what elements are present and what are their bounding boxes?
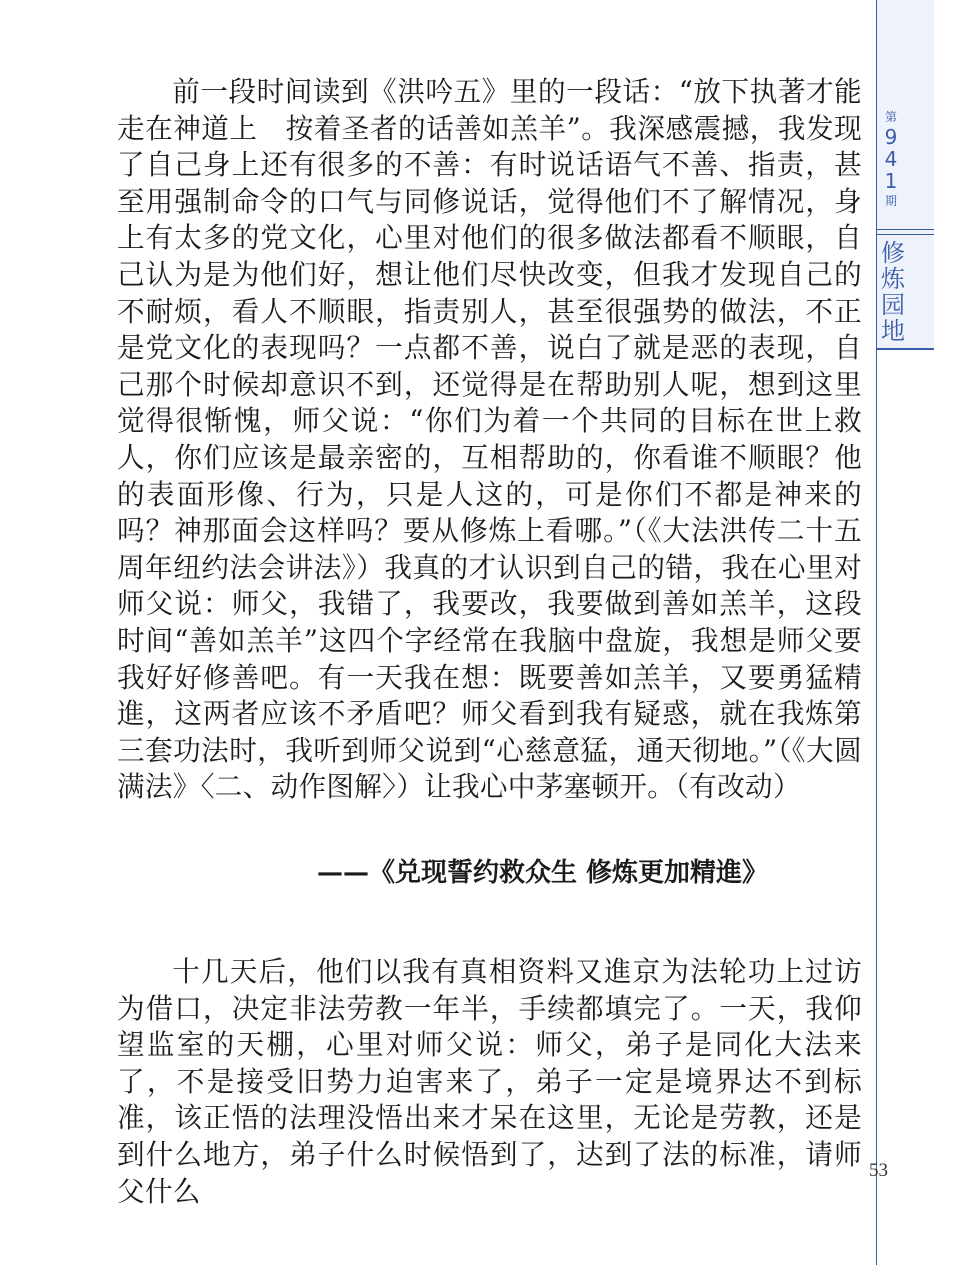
article-paragraph: 前一段时间读到《洪吟五》里的一段话：“放下执著才能走在神道上 按着圣者的话善如羔羊”。我深感震撼，我发现了自己身上还有很多的不善：有时说话语气不善、指责，甚至用强制命令的口气与同修说话，觉得他们不了解情况，身上有太多的党文化，心里对他们的很多做法都看不顺眼，自己认为是为他们好，想让他们尽快改变，但我才发现自己的不耐烦，看人不顺眼，指责别人，甚至很强势的做法，不正是党文化的表现吗？一点都不善，说白了就是恶的表现，自己那个时候却意识不到，还觉得是在帮助别人呢，想到这里觉得很惭愧，师父说：“你们为着一个共同的目标在世上救人，你们应该是最亲密的，互相帮助的，你看谁不顺眼？他的表面形像、行为，只是人这的，可是你们不都是神来的吗？神那面会这样吗？要从修炼上看哪。”（《大法洪传二十五周年纽约法会讲法》）我真的才认识到自己的错，我在心里对师父说：师父，我错了，我要改，我要做到善如羔羊，这段时间“善如羔羊”这四个字经常在我脑中盘旋，我想是师父要我好好修善吧。有一天我在想：既要善如羔羊，又要勇猛精進，这两者应该不矛盾吧？师父看到我有疑惑，就在我炼第三套功法时，我听到师父说到“心慈意猛，通天彻地。”（《大圆满法》〈二、动作图解〉）让我心中茅塞顿开。（有改动） [117, 75, 862, 804]
section-title [878, 240, 908, 344]
issue-digit: 1 [884, 169, 898, 193]
section-title-char: 炼 [881, 265, 905, 293]
section-title-char: 园 [881, 291, 905, 319]
issue-suffix: 期 [884, 194, 897, 208]
article-paragraph: 十几天后，他们以我有真相资料又進京为法轮功上过访为借口，决定非法劳教一年半，手续都填完了。一天，我仰望监室的天棚，心里对师父说：师父，弟子是同化大法来了，不是接受旧势力迫害来了，弟子一定是境界达不到标准，该正悟的法理没悟出来才呆在这里，无论是劳教，还是到什么地方，弟子什么时候悟到了，达到了法的标准，请师父什么 [117, 955, 862, 1208]
sidebar-rule [876, 229, 934, 230]
issue-prefix: 第 [884, 110, 897, 124]
page-number: 53 [869, 1160, 888, 1181]
article-body-continued [117, 954, 862, 1210]
section-title-char: 修 [881, 239, 905, 267]
issue-digit: 4 [884, 147, 898, 171]
issue-digit: 9 [884, 125, 898, 149]
issue-number [876, 108, 906, 210]
article-source: ——《兑现誓约救众生 修炼更加精進》 [317, 858, 769, 888]
article-body [117, 74, 862, 806]
sidebar-rule [876, 234, 934, 235]
section-title-char: 地 [881, 317, 905, 345]
issue-digits [876, 126, 906, 192]
